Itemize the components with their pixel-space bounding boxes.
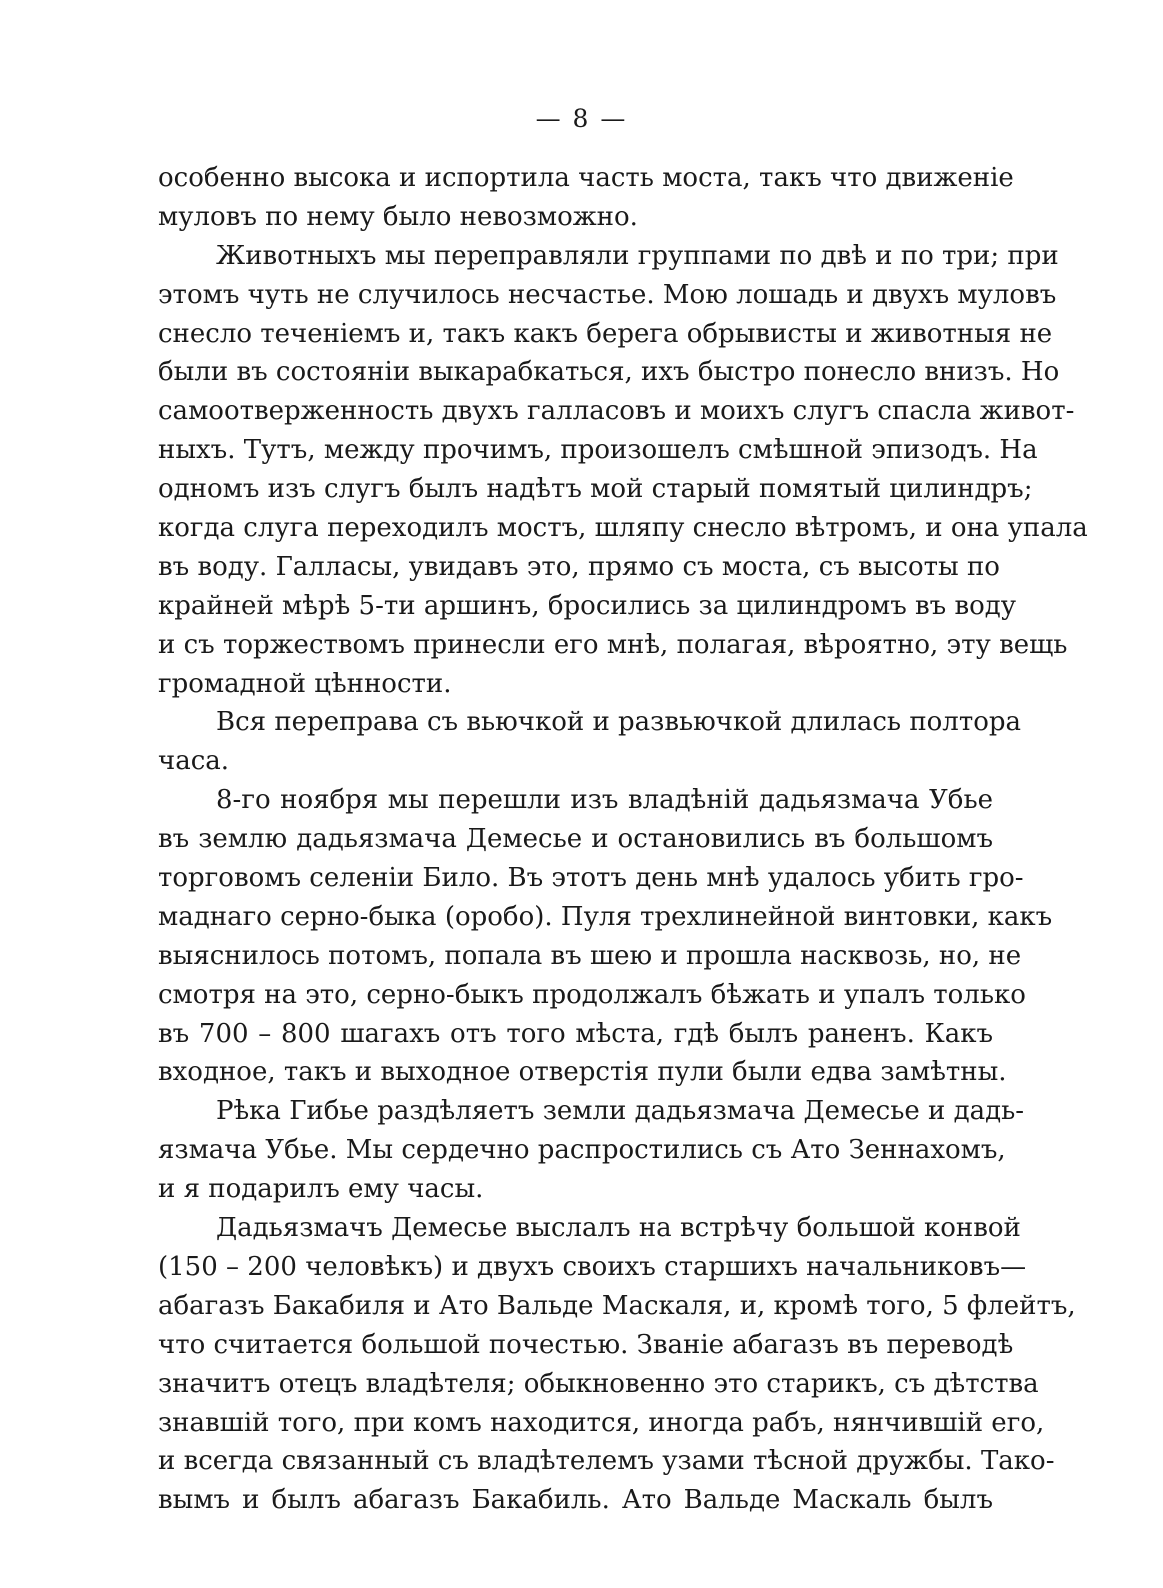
paragraph xyxy=(158,781,1053,1092)
text-line: и съ торжествомъ принесли его мнѣ, полагая, вѣроятно, эту вещь xyxy=(158,629,1068,660)
text-line: самоотверженность двухъ галласовъ и моихъ слугъ спасла живот- xyxy=(158,396,1075,427)
text-line: вымъ и былъ абагазъ Бакабиль. Ато Вальде Маскаль былъ xyxy=(158,1485,993,1516)
paragraph xyxy=(158,159,1014,237)
paragraph xyxy=(158,703,1022,781)
text-line: часа. xyxy=(158,746,230,777)
paragraph xyxy=(158,1092,1025,1209)
text-line: муловъ по нему было невозможно. xyxy=(158,201,638,232)
text-line: значитъ отецъ владѣтеля; обыкновенно это старикъ, съ дѣтства xyxy=(158,1368,1039,1399)
text-line: Дадьязмачъ Демесье выслалъ на встрѣчу большой конвой xyxy=(216,1213,1021,1244)
text-line: Рѣка Гибье раздѣляетъ земли дадьязмача Демесье и дадь- xyxy=(216,1096,1025,1127)
text-line: въ воду. Галласы, увидавъ это, прямо съ моста, съ высоты по xyxy=(158,551,1000,582)
text-line: ныхъ. Тутъ, между прочимъ, произошелъ смѣшной эпизодъ. На xyxy=(158,435,1038,466)
text-line: были въ состояніи выкарабкаться, ихъ быстро понесло внизъ. Но xyxy=(158,357,1060,388)
text-line: въ 700 – 800 шагахъ отъ того мѣста, гдѣ былъ раненъ. Какъ xyxy=(158,1018,993,1049)
text-line: что считается большой почестью. Званіе абагазъ въ переводѣ xyxy=(158,1329,1014,1360)
text-line: когда слуга переходилъ мостъ, шляпу снесло вѣтромъ, и она упала xyxy=(158,513,1088,544)
text-line: торговомъ селеніи Било. Въ этотъ день мнѣ удалось убить гро- xyxy=(158,863,1024,894)
page-number: — 8 — xyxy=(535,104,628,133)
text-line: Вся переправа съ вьючкой и развьючкой длилась полтора xyxy=(216,707,1022,738)
text-line: входное, такъ и выходное отверстія пули были едва замѣтны. xyxy=(158,1057,1007,1088)
text-line: и всегда связанный съ владѣтелемъ узами тѣсной дружбы. Тако- xyxy=(158,1446,1055,1477)
text-line: (150 – 200 человѣкъ) и двухъ своихъ старшихъ начальниковъ— xyxy=(158,1251,1027,1282)
text-line: этомъ чуть не случилось несчастье. Мою лошадь и двухъ муловъ xyxy=(158,279,1057,310)
text-body xyxy=(158,159,1088,1520)
text-line: одномъ изъ слугъ былъ надѣтъ мой старый помятый цилиндръ; xyxy=(158,474,1033,505)
paragraph xyxy=(158,237,1088,704)
text-line: 8-го ноября мы перешли изъ владѣній дадьязмача Убье xyxy=(216,785,993,816)
text-line: знавшій того, при комъ находится, иногда рабъ, нянчившій его, xyxy=(158,1407,1045,1438)
text-line: абагазъ Бакабиля и Ато Вальде Маскаля, и, кромѣ того, 5 флейтъ, xyxy=(158,1290,1076,1321)
text-line: снесло теченіемъ и, такъ какъ берега обрывисты и животныя не xyxy=(158,318,1053,349)
text-line: крайней мѣрѣ 5-ти аршинъ, бросились за цилиндромъ въ воду xyxy=(158,590,1017,621)
text-line: язмача Убье. Мы сердечно распростились съ Ато Зеннахомъ, xyxy=(158,1135,1006,1166)
text-line: Животныхъ мы переправляли группами по двѣ и по три; при xyxy=(216,240,1059,271)
text-line: смотря на это, серно-быкъ продолжалъ бѣжать и упалъ только xyxy=(158,979,1026,1010)
text-line: маднаго серно-быка (оробо). Пуля трехлинейной винтовки, какъ xyxy=(158,901,1053,932)
text-line: въ землю дадьязмача Демесье и остановились въ большомъ xyxy=(158,824,993,855)
text-line: громадной цѣнности. xyxy=(158,668,452,699)
paragraph xyxy=(158,1209,1076,1520)
text-line: особенно высока и испортила часть моста, такъ что движеніе xyxy=(158,163,1014,193)
text-line: выяснилось потомъ, попала въ шею и прошла насквозь, но, не xyxy=(158,940,1022,971)
text-line: и я подарилъ ему часы. xyxy=(158,1174,484,1205)
